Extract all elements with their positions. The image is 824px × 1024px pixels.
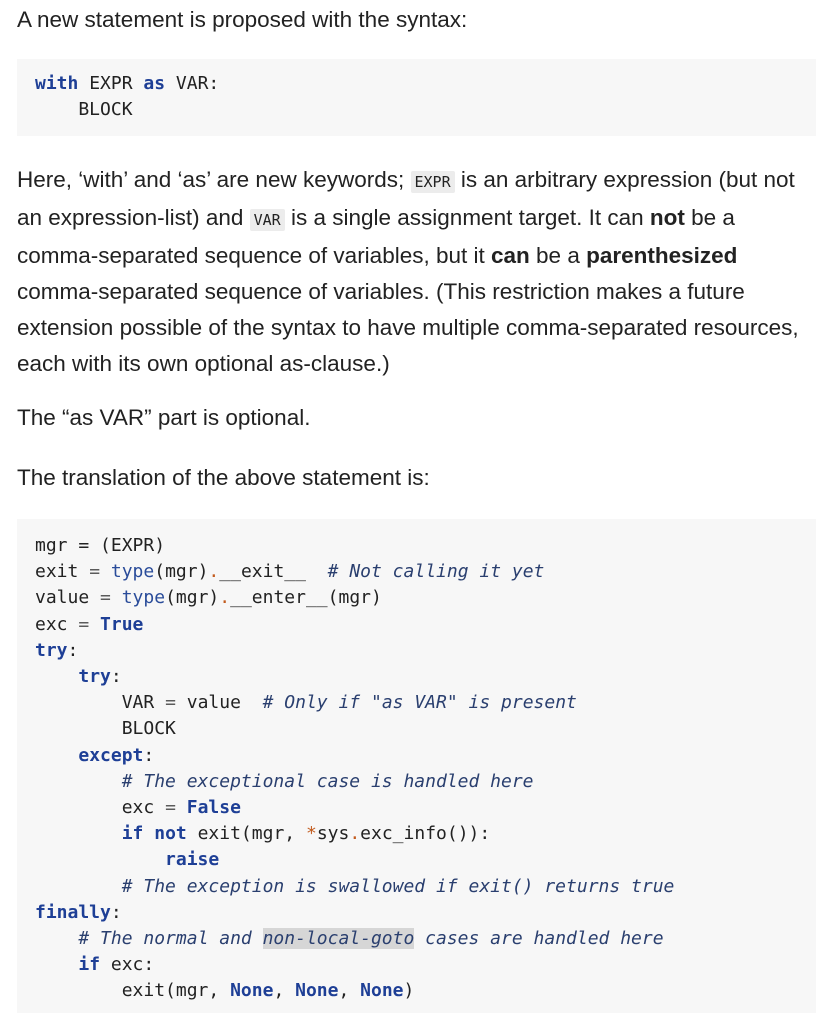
code-text: EXPR (78, 73, 144, 94)
inline-code-expr: EXPR (411, 171, 455, 193)
text-span: is a single assignment target. It can (284, 205, 650, 230)
text-span: be a (529, 243, 587, 268)
code-keyword: with (35, 73, 79, 94)
translation-code: mgr = (EXPR) exit = type(mgr).__exit__ # Not calling it yet value = type(mgr).__enter__(mgr) exc = True try: try: VAR = value # Only if "as VAR" is present BLOCK except: # The exceptional case is handled here exc = False if not exit(mgr, *sys.exc_info()): raise # The exception is swallowed if exit() returns true finally: # The normal and non-local-goto cases are handled here if exc: exit(mgr, None, None, None) (35, 535, 675, 1002)
code-comment: # The exception is swallowed if exit() returns true (121, 875, 675, 897)
code-text: VAR: (165, 73, 220, 94)
code-line: mgr = (EXPR) (35, 535, 166, 556)
bold-text: can (491, 243, 530, 268)
code-text: VAR (121, 692, 166, 714)
code-comment: # Only if "as VAR" is present (262, 692, 577, 714)
code-text: BLOCK (121, 718, 176, 740)
code-text: exit(mgr, (186, 823, 306, 845)
code-text: value (175, 692, 263, 714)
translation-intro-paragraph: The translation of the above statement is: (17, 465, 430, 490)
code-keyword: not (154, 823, 187, 845)
code-keyword: None (360, 980, 404, 1002)
translation-code-block (17, 519, 816, 1013)
code-builtin: type (121, 587, 166, 609)
code-keyword: raise (165, 849, 220, 871)
code-keyword: as (143, 73, 166, 94)
code-keyword: finally (35, 901, 111, 923)
code-text: BLOCK (35, 99, 133, 121)
optional-paragraph: The “as VAR” part is optional. (17, 405, 311, 430)
code-keyword: False (186, 797, 241, 819)
code-text: exc (35, 613, 79, 635)
code-text: exc_info()): (360, 823, 491, 845)
code-keyword: if (78, 954, 101, 976)
code-keyword: try (78, 666, 111, 688)
text-span: be a comma-separated sequence of variables, but it (17, 205, 735, 268)
highlighted-comment-text: non-local-goto (262, 928, 415, 950)
inline-code-var: VAR (250, 209, 285, 231)
code-text: exit(mgr, (121, 980, 231, 1002)
code-comment: # Not calling it yet (327, 561, 545, 583)
description-paragraph (17, 162, 817, 382)
code-builtin: type (110, 561, 155, 583)
bold-text: not (649, 205, 685, 230)
text-span: Here, ‘with’ and ‘as’ are new keywords; (17, 167, 411, 192)
text-span: comma-separated sequence of variables. (This restriction makes a future extension possible of the syntax to have multiple comma-separated resources, each with its own optional as-clause.) (17, 279, 799, 376)
code-keyword: except (78, 744, 144, 766)
code-text: sys (316, 823, 350, 845)
code-text: exit (35, 561, 90, 583)
syntax-code (17, 59, 816, 123)
code-text: value (35, 587, 101, 609)
code-text: (mgr) (154, 561, 209, 583)
code-text: (mgr) (165, 587, 220, 609)
syntax-code-block (17, 59, 816, 136)
code-comment: cases are handled here (414, 928, 664, 950)
code-comment: # The exceptional case is handled here (121, 770, 534, 792)
code-comment: # The normal and (78, 928, 263, 950)
bold-text: parenthesized (586, 243, 738, 268)
code-text: __exit__ (219, 561, 306, 583)
code-keyword: if (121, 823, 144, 845)
text-span: is an arbitrary expression (but not an expression-list) and (17, 167, 795, 230)
code-text: __enter__(mgr) (230, 587, 382, 609)
code-text: exc: (100, 954, 155, 976)
code-text: exc (121, 797, 166, 819)
code-keyword: None (230, 980, 274, 1002)
code-keyword: try (35, 639, 68, 661)
code-keyword: None (295, 980, 339, 1002)
intro-paragraph: A new statement is proposed with the syntax: (17, 7, 468, 32)
code-keyword: True (100, 613, 144, 635)
